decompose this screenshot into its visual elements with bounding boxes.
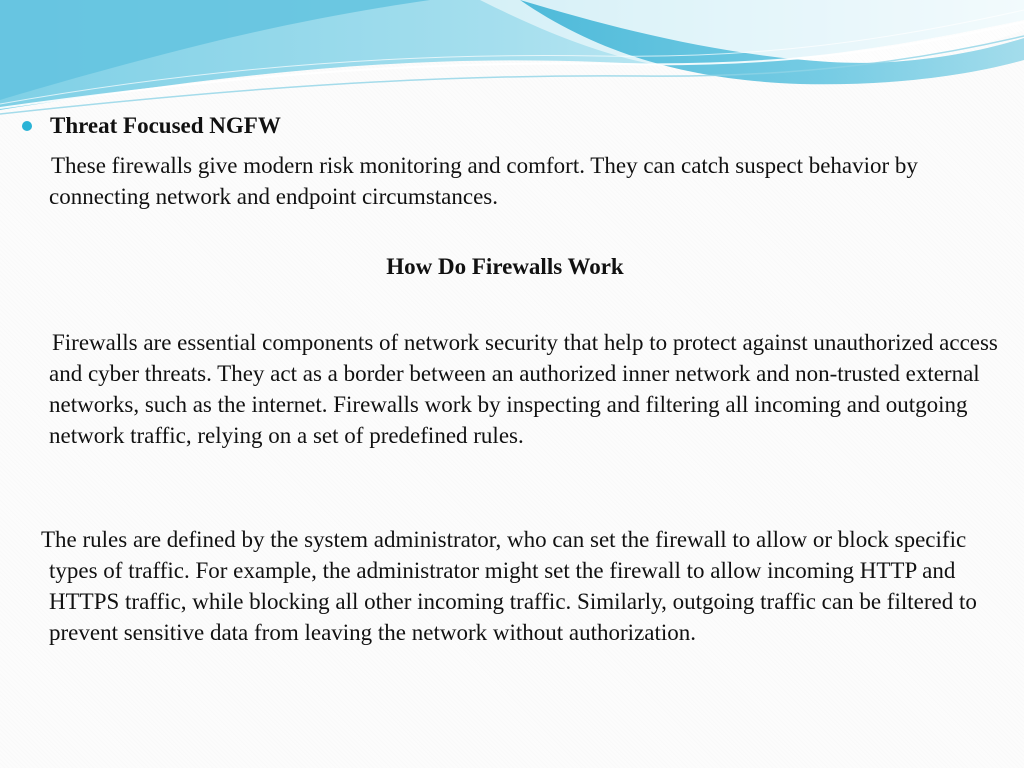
paragraph-2: The rules are defined by the system administrator, who can set the firewall to allow or block specific types of traffic. For example, the administrator might set the firewall to allow incoming HTTP and HTTPS traffic, while blocking all other incoming traffic. Similarly, outgoing traffic can be filtered to prevent sensitive data from leaving the network without authorization. <box>41 527 977 645</box>
bullet-dot-icon <box>22 121 32 131</box>
paragraph-1: Firewalls are essential components of network security that help to protect against unauthorized access and cyber threats. They act as a border between an authorized inner network and non-trusted external networks, such as the internet. Firewalls work by inspecting and filtering all incoming and outgoing network traffic, relying on a set of predefined rules. <box>49 330 998 448</box>
section-title: How Do Firewalls Work <box>386 254 624 279</box>
bullet-heading: Threat Focused NGFW <box>50 113 281 138</box>
bullet-body-text: These firewalls give modern risk monitoring and comfort. They can catch suspect behavior by connecting network and endpoint circumstances. <box>49 153 918 209</box>
bullet-item <box>22 113 281 139</box>
